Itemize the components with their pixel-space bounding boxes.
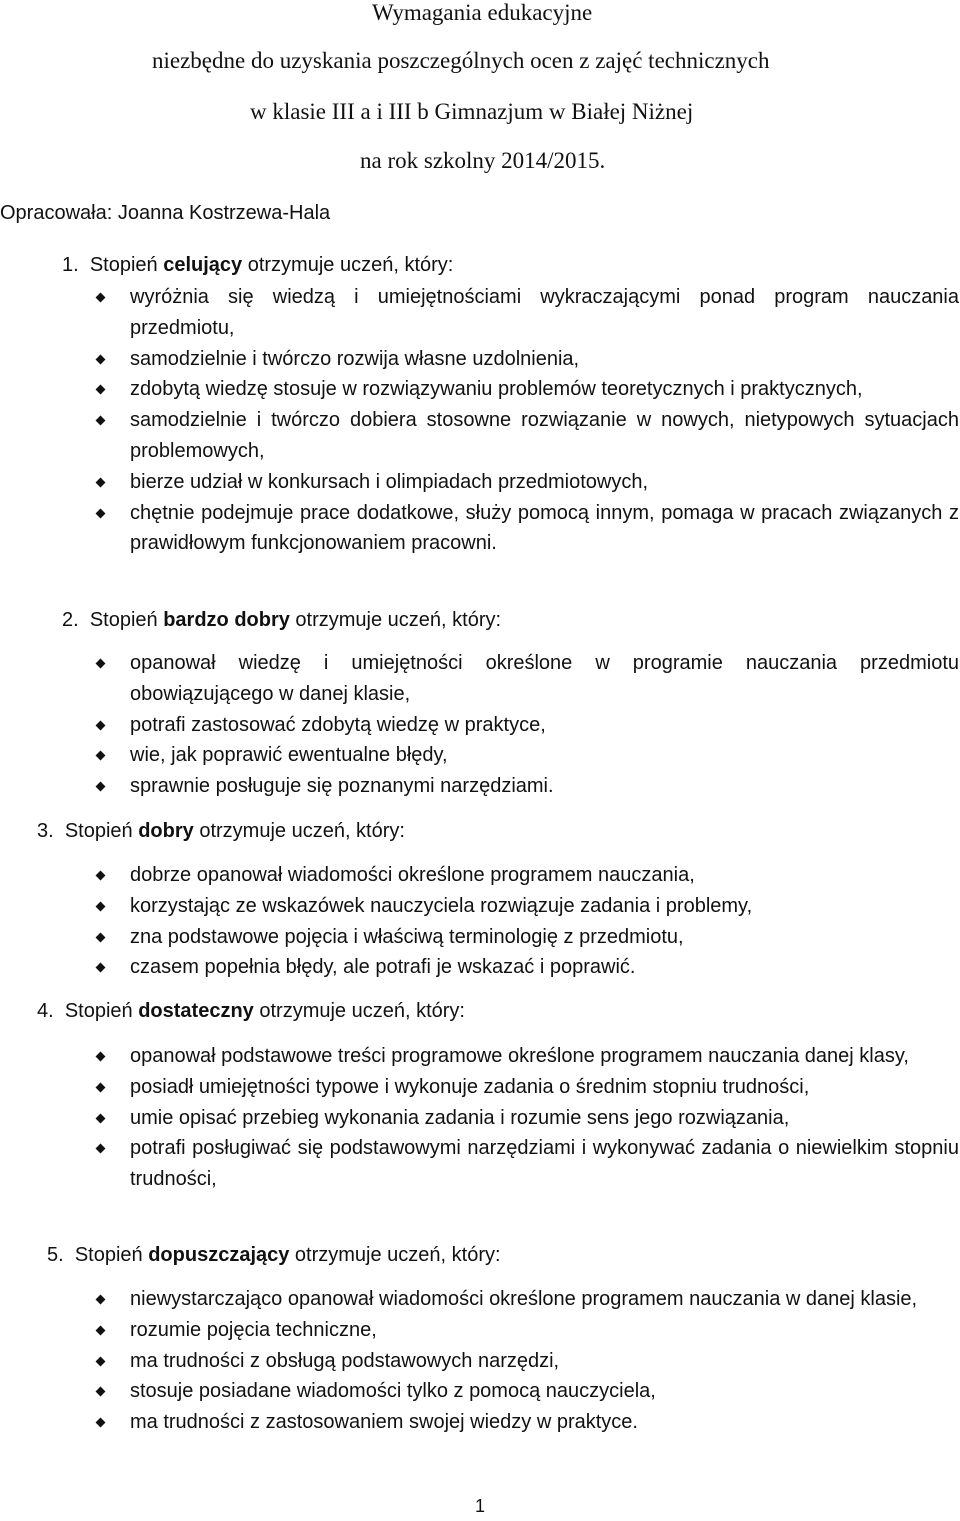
document-class-line: w klasie III a i III b Gimnazjum w Białej Niżnej: [250, 99, 694, 124]
list-item: umie opisać przebieg wykonania zadania i rozumie sens jego rozwiązania,: [97, 1103, 959, 1134]
document-subtitle: niezbędne do uzyskania poszczególnych ocen z zajęć technicznych: [152, 48, 770, 73]
section-number: 5.: [47, 1244, 64, 1266]
list-item: ma trudności z zastosowaniem swojej wiedzy w praktyce.: [97, 1407, 959, 1438]
diamond-bullet-icon: [96, 901, 106, 911]
section-heading-5: [47, 1240, 501, 1270]
section-prefix: Stopień: [89, 609, 164, 631]
diamond-bullet-icon: [96, 720, 106, 730]
section-list-3: [97, 860, 959, 983]
diamond-bullet-icon: [96, 1113, 106, 1123]
diamond-bullet-icon: [96, 659, 106, 669]
list-item: dobrze opanował wiadomości określone programem nauczania,: [97, 860, 959, 891]
section-suffix: otrzymuje uczeń, który:: [242, 254, 454, 276]
diamond-bullet-icon: [96, 871, 106, 881]
diamond-bullet-icon: [96, 477, 106, 487]
diamond-bullet-icon: [96, 1418, 106, 1428]
section-list-1: [97, 282, 959, 559]
list-item: chętnie podejmuje prace dodatkowe, służy pomocą innym, pomaga w pracach związanych z prawidłowym funkcjonowaniem pracowni.: [97, 498, 959, 560]
section-number: 1.: [62, 254, 79, 276]
list-item: sprawnie posługuje się poznanymi narzędziami.: [97, 771, 959, 802]
grade-name: dostateczny: [138, 1000, 254, 1022]
section-list-2: [97, 648, 959, 802]
page-number: 1: [475, 1496, 486, 1516]
section-heading-1: [62, 250, 453, 280]
diamond-bullet-icon: [96, 932, 106, 942]
diamond-bullet-icon: [96, 416, 106, 426]
section-prefix: Stopień: [64, 1000, 139, 1022]
grade-name: dopuszczający: [148, 1244, 290, 1266]
list-item: opanował wiedzę i umiejętności określone w programie nauczania przedmiotu obowiązującego w danej klasie,: [97, 648, 959, 710]
section-number: 4.: [37, 1000, 54, 1022]
document-author: Opracowała: Joanna Kostrzewa-Hala: [0, 202, 331, 224]
diamond-bullet-icon: [96, 354, 106, 364]
list-item: korzystając ze wskazówek nauczyciela rozwiązuje zadania i problemy,: [97, 891, 959, 922]
list-item: wie, jak poprawić ewentualne błędy,: [97, 740, 959, 771]
list-item: potrafi zastosować zdobytą wiedzę w praktyce,: [97, 710, 959, 741]
diamond-bullet-icon: [96, 1356, 106, 1366]
diamond-bullet-icon: [96, 963, 106, 973]
section-suffix: otrzymuje uczeń, który:: [289, 1244, 501, 1266]
grade-name: celujący: [163, 254, 243, 276]
list-item: stosuje posiadane wiadomości tylko z pomocą nauczyciela,: [97, 1376, 959, 1407]
list-item: niewystarczająco opanował wiadomości określone programem nauczania w danej klasie,: [97, 1284, 959, 1315]
section-suffix: otrzymuje uczeń, który:: [289, 609, 502, 631]
section-prefix: Stopień: [74, 1244, 149, 1266]
section-suffix: otrzymuje uczeń, który:: [193, 820, 405, 842]
section-heading-2: [62, 605, 501, 635]
section-number: 3.: [37, 820, 54, 842]
section-suffix: otrzymuje uczeń, który:: [253, 1000, 465, 1022]
diamond-bullet-icon: [96, 1295, 106, 1305]
diamond-bullet-icon: [96, 1144, 106, 1154]
section-list-4: [97, 1041, 959, 1195]
section-number: 2.: [62, 609, 79, 631]
section-heading-3: [37, 816, 405, 846]
grade-name: bardzo dobry: [163, 609, 290, 631]
list-item: posiadł umiejętności typowe i wykonuje zadania o średnim stopniu trudności,: [97, 1072, 959, 1103]
diamond-bullet-icon: [96, 1052, 106, 1062]
list-item: wyróżnia się wiedzą i umiejętnościami wykraczającymi ponad program nauczania przedmiotu,: [97, 282, 959, 344]
diamond-bullet-icon: [96, 385, 106, 395]
grade-name: dobry: [138, 820, 194, 842]
section-list-5: [97, 1284, 959, 1438]
list-item: rozumie pojęcia techniczne,: [97, 1315, 959, 1346]
section-prefix: Stopień: [89, 254, 164, 276]
diamond-bullet-icon: [96, 751, 106, 761]
list-item: zdobytą wiedzę stosuje w rozwiązywaniu problemów teoretycznych i praktycznych,: [97, 374, 959, 405]
diamond-bullet-icon: [96, 1387, 106, 1397]
document-title: Wymagania edukacyjne: [372, 0, 593, 25]
list-item: samodzielnie i twórczo rozwija własne uzdolnienia,: [97, 344, 959, 375]
section-heading-4: [37, 996, 465, 1026]
section-prefix: Stopień: [64, 820, 139, 842]
list-item: samodzielnie i twórczo dobiera stosowne rozwiązanie w nowych, nietypowych sytuacjach problemowych,: [97, 405, 959, 467]
diamond-bullet-icon: [96, 293, 106, 303]
diamond-bullet-icon: [96, 1325, 106, 1335]
diamond-bullet-icon: [96, 508, 106, 518]
document-school-year: na rok szkolny 2014/2015.: [360, 148, 606, 173]
diamond-bullet-icon: [96, 1082, 106, 1092]
list-item: potrafi posługiwać się podstawowymi narzędziami i wykonywać zadania o niewielkim stopniu trudności,: [97, 1133, 959, 1195]
list-item: czasem popełnia błędy, ale potrafi je wskazać i poprawić.: [97, 952, 959, 983]
list-item: opanował podstawowe treści programowe określone programem nauczania danej klasy,: [97, 1041, 959, 1072]
list-item: zna podstawowe pojęcia i właściwą terminologię z przedmiotu,: [97, 922, 959, 953]
list-item: bierze udział w konkursach i olimpiadach przedmiotowych,: [97, 467, 959, 498]
diamond-bullet-icon: [96, 782, 106, 792]
list-item: ma trudności z obsługą podstawowych narzędzi,: [97, 1346, 959, 1377]
